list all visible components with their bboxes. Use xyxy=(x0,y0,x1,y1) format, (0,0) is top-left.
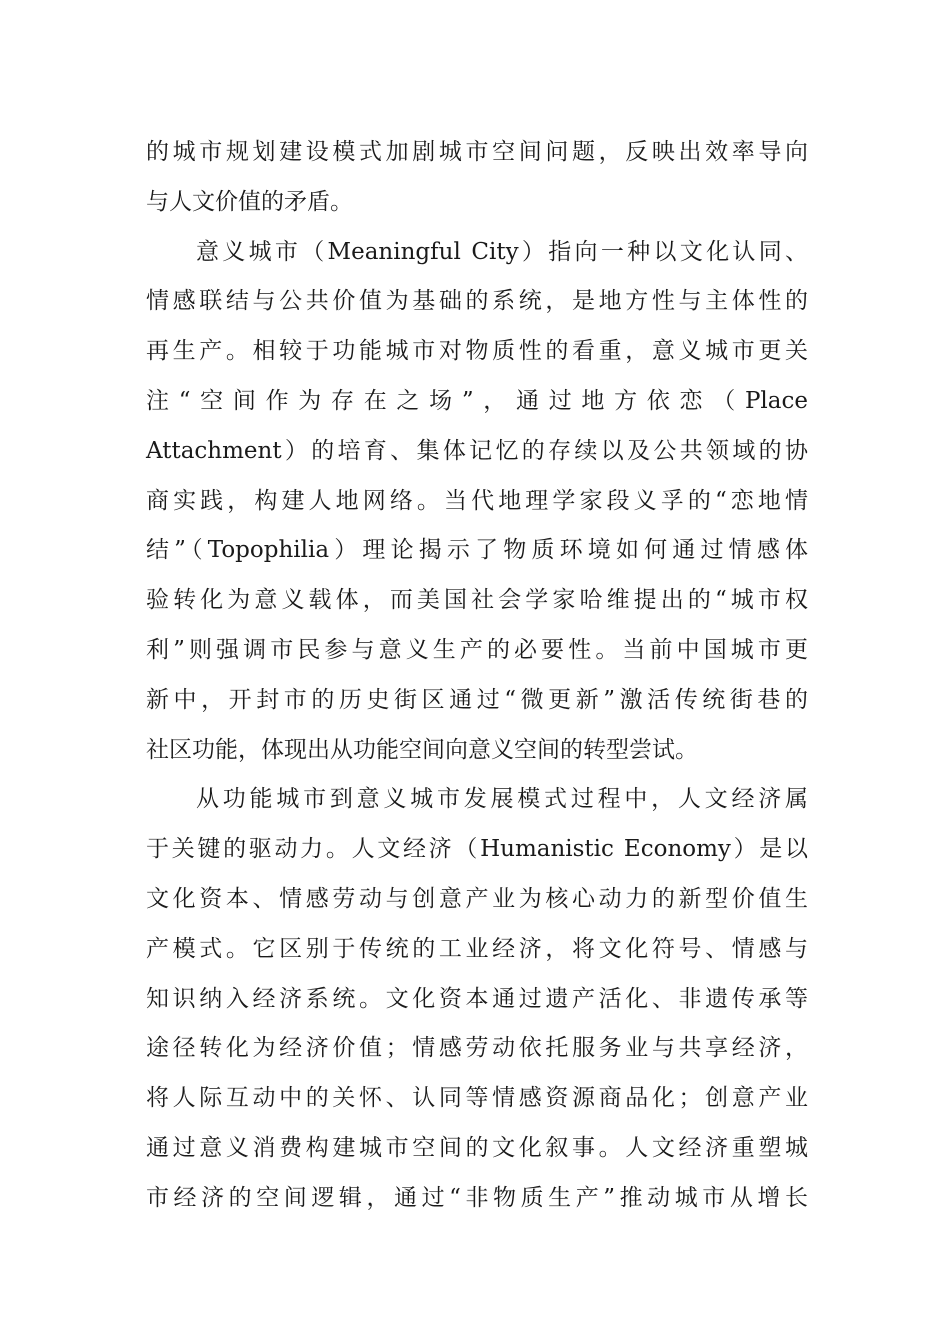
text-line: 商实践，构建人地网络。当代地理学家段义孚的“恋地情 xyxy=(146,487,808,514)
text-line: 市经济的空间逻辑，通过“非物质生产”推动城市从增长 xyxy=(146,1184,808,1211)
text-line: 与人文价值的矛盾。 xyxy=(146,188,353,215)
text-line: Attachment）的培育、集体记忆的存续以及公共领域的协 xyxy=(146,437,808,464)
text-line: 社区功能，体现出从功能空间向意义空间的转型尝试。 xyxy=(146,736,698,763)
text-line: 通过意义消费构建城市空间的文化叙事。人文经济重塑城 xyxy=(146,1134,808,1161)
text-line: 途径转化为经济价值；情感劳动依托服务业与共享经济， xyxy=(146,1035,808,1062)
text-line: 文化资本、情感劳动与创意产业为核心动力的新型价值生 xyxy=(146,885,808,912)
text-line: 从功能城市到意义城市发展模式过程中，人文经济属 xyxy=(196,786,808,813)
text-line: 新中，开封市的历史街区通过“微更新”激活传统街巷的 xyxy=(146,686,808,713)
text-line: 的城市规划建设模式加剧城市空间问题，反映出效率导向 xyxy=(146,139,808,165)
text-line: 情感联结与公共价值为基础的系统，是地方性与主体性的 xyxy=(146,288,808,315)
text-line: 注“空间作为存在之场”，通过地方依恋（Place xyxy=(146,387,808,414)
text-line: 结”（Topophilia）理论揭示了物质环境如何通过情感体 xyxy=(146,537,808,564)
body-text xyxy=(146,128,808,1224)
text-line: 产模式。它区别于传统的工业经济，将文化符号、情感与 xyxy=(146,935,808,962)
text-line: 于关键的驱动力。人文经济（Humanistic Economy）是以 xyxy=(146,836,808,863)
text-line: 将人际互动中的关怀、认同等情感资源商品化；创意产业 xyxy=(146,1085,808,1112)
text-line: 再生产。相较于功能城市对物质性的看重，意义城市更关 xyxy=(146,338,808,365)
text-line: 意义城市（Meaningful City）指向一种以文化认同、 xyxy=(196,238,808,265)
text-line: 知识纳入经济系统。文化资本通过遗产活化、非遗传承等 xyxy=(146,985,808,1012)
text-line: 利”则强调市民参与意义生产的必要性。当前中国城市更 xyxy=(146,636,808,663)
text-line: 验转化为意义载体，而美国社会学家哈维提出的“城市权 xyxy=(146,587,808,614)
